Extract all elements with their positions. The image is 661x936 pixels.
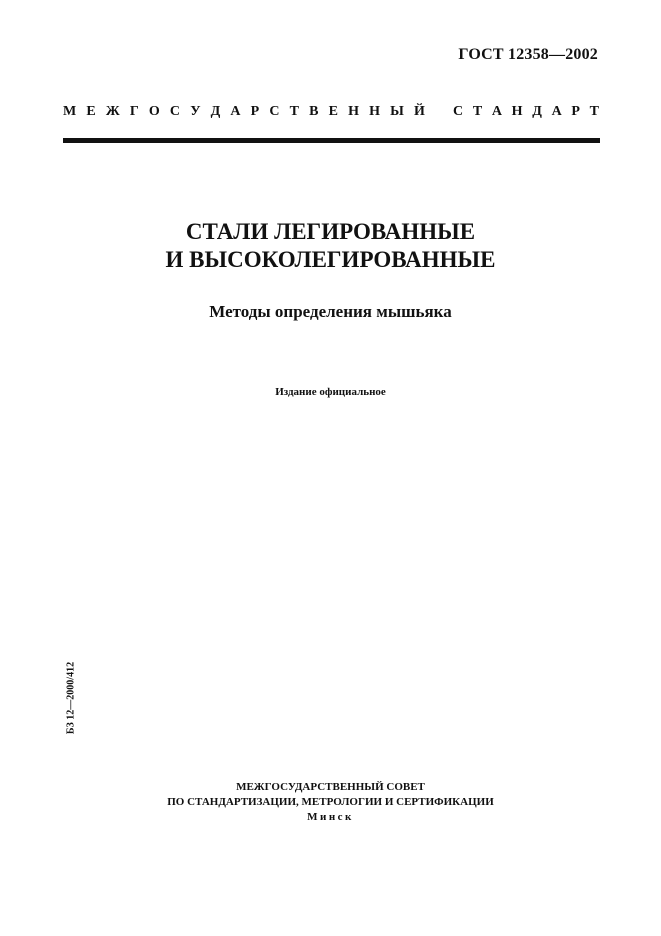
publisher-city: Минск (307, 811, 354, 823)
letter: Г (129, 104, 139, 119)
letter: Ж (105, 104, 120, 119)
header-rule (63, 138, 600, 143)
letter: Т (289, 104, 299, 119)
letter: Д (532, 104, 542, 119)
letter: Р (250, 104, 260, 119)
letter: А (230, 104, 241, 119)
letter: Т (472, 104, 483, 119)
edition-note: Издание официальное (275, 386, 386, 398)
letter: Д (210, 104, 221, 119)
letter: А (491, 104, 502, 119)
document-title (0, 218, 661, 274)
document-subtitle: Методы определения мышьяка (209, 302, 452, 321)
letter: М (63, 104, 77, 119)
letter: О (148, 104, 160, 119)
document-number: ГОСТ 12358—2002 (458, 46, 598, 63)
publisher-block (0, 780, 661, 825)
letter: Н (348, 104, 359, 119)
side-code: БЗ 12—2000/412 (65, 661, 77, 735)
standard-type-word-2 (453, 104, 599, 120)
publisher-line-2: ПО СТАНДАРТИЗАЦИИ, МЕТРОЛОГИИ И СЕРТИФИКАЦИИ (167, 796, 494, 808)
letter: Н (511, 104, 523, 119)
letter: У (190, 104, 201, 119)
letter: Й (414, 104, 425, 119)
title-line-2: И ВЫСОКОЛЕГИРОВАННЫЕ (165, 247, 496, 272)
title-line-1: СТАЛИ ЛЕГИРОВАННЫЕ (185, 219, 476, 244)
letter: Р (571, 104, 580, 119)
standard-type-word-1 (63, 104, 425, 120)
letter: С (453, 104, 464, 119)
letter: С (269, 104, 280, 119)
letter: Е (86, 104, 96, 119)
letter: А (551, 104, 562, 119)
letter: Е (328, 104, 338, 119)
publisher-line-1: МЕЖГОСУДАРСТВЕННЫЙ СОВЕТ (236, 781, 425, 793)
standard-type-heading (63, 104, 599, 120)
letter: В (309, 104, 319, 119)
letter: Ы (390, 104, 404, 119)
letter: Т (589, 104, 599, 119)
letter: Н (369, 104, 380, 119)
letter: С (169, 104, 181, 119)
